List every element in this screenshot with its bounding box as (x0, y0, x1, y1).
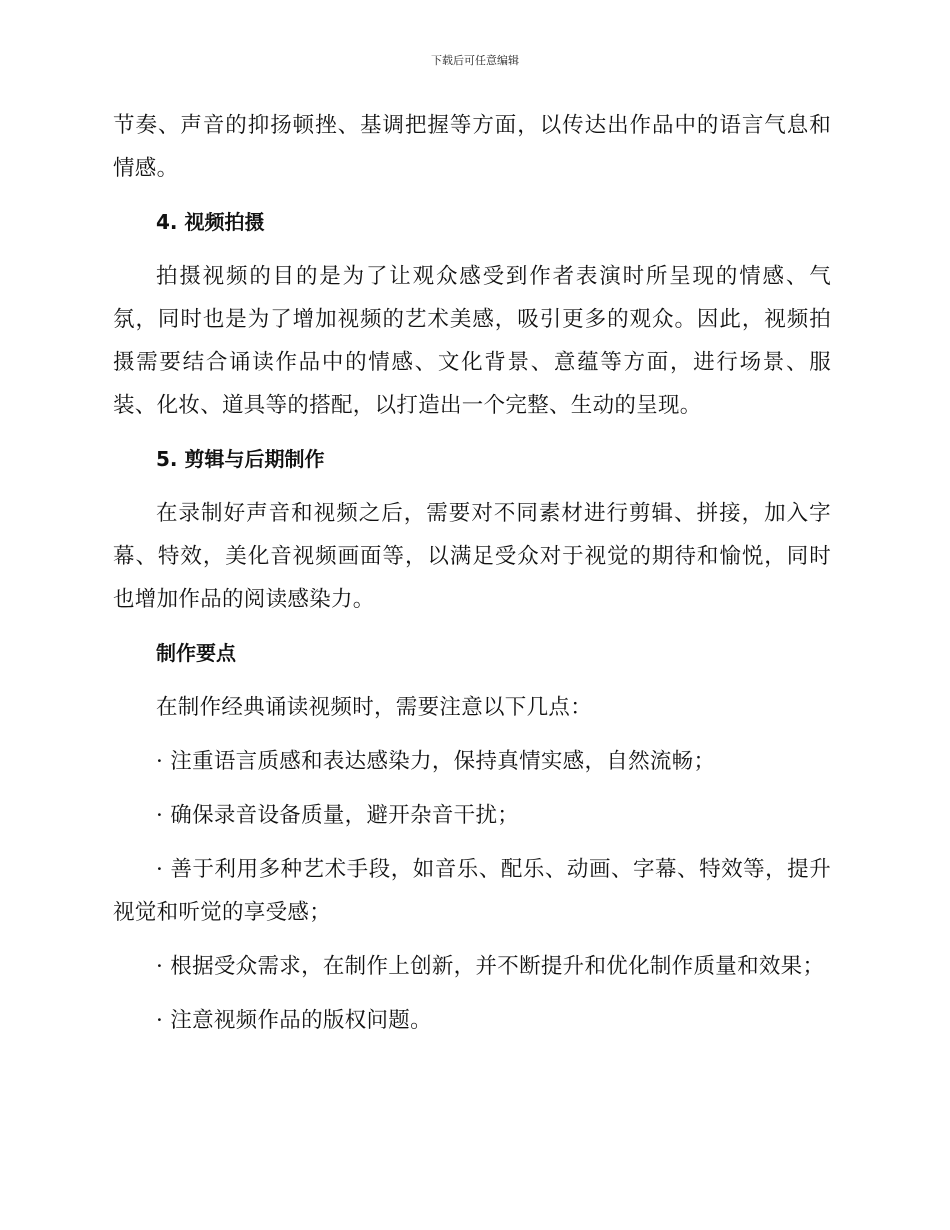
document-body (113, 104, 831, 1042)
bullet-item: · 确保录音设备质量，避开杂音干扰； (156, 803, 520, 828)
bullet-item: · 注重语言质感和表达感染力，保持真情实感，自然流畅； (156, 749, 716, 774)
bullet-item: · 注意视频作品的版权问题。 (156, 1008, 432, 1033)
bullet-item: · 根据受众需求，在制作上创新，并不断提升和优化制作质量和效果； (156, 954, 825, 979)
paragraph-continuation: 节奏、声音的抑扬顿挫、基调把握等方面，以传达出作品中的语言气息和情感。 (113, 113, 831, 181)
paragraph-editing: 在录制好声音和视频之后，需要对不同素材进行剪辑、拼接，加入字幕、特效，美化音视频画面等，以满足受众对于视觉的期待和愉悦，同时也增加作品的阅读感染力。 (113, 501, 831, 612)
section-heading-editing: 5. 剪辑与后期制作 (156, 447, 325, 471)
section-heading-video-shooting: 4. 视频拍摄 (156, 210, 265, 234)
paragraph-video-shooting: 拍摄视频的目的是为了让观众感受到作者表演时所呈现的情感、气氛，同时也是为了增加视频的艺术美感，吸引更多的观众。因此，视频拍摄需要结合诵读作品中的情感、文化背景、意蕴等方面，进行场景、服装、化妆、道具等的搭配，以打造出一个完整、生动的呈现。 (113, 264, 831, 418)
bullet-item: · 善于利用多种艺术手段，如音乐、配乐、动画、字幕、特效等，提升视觉和听觉的享受感； (113, 857, 831, 925)
page-header: 下载后可任意编辑 (431, 54, 519, 67)
paragraph-key-points-intro: 在制作经典诵读视频时，需要注意以下几点： (156, 695, 593, 720)
section-heading-key-points: 制作要点 (156, 641, 236, 665)
